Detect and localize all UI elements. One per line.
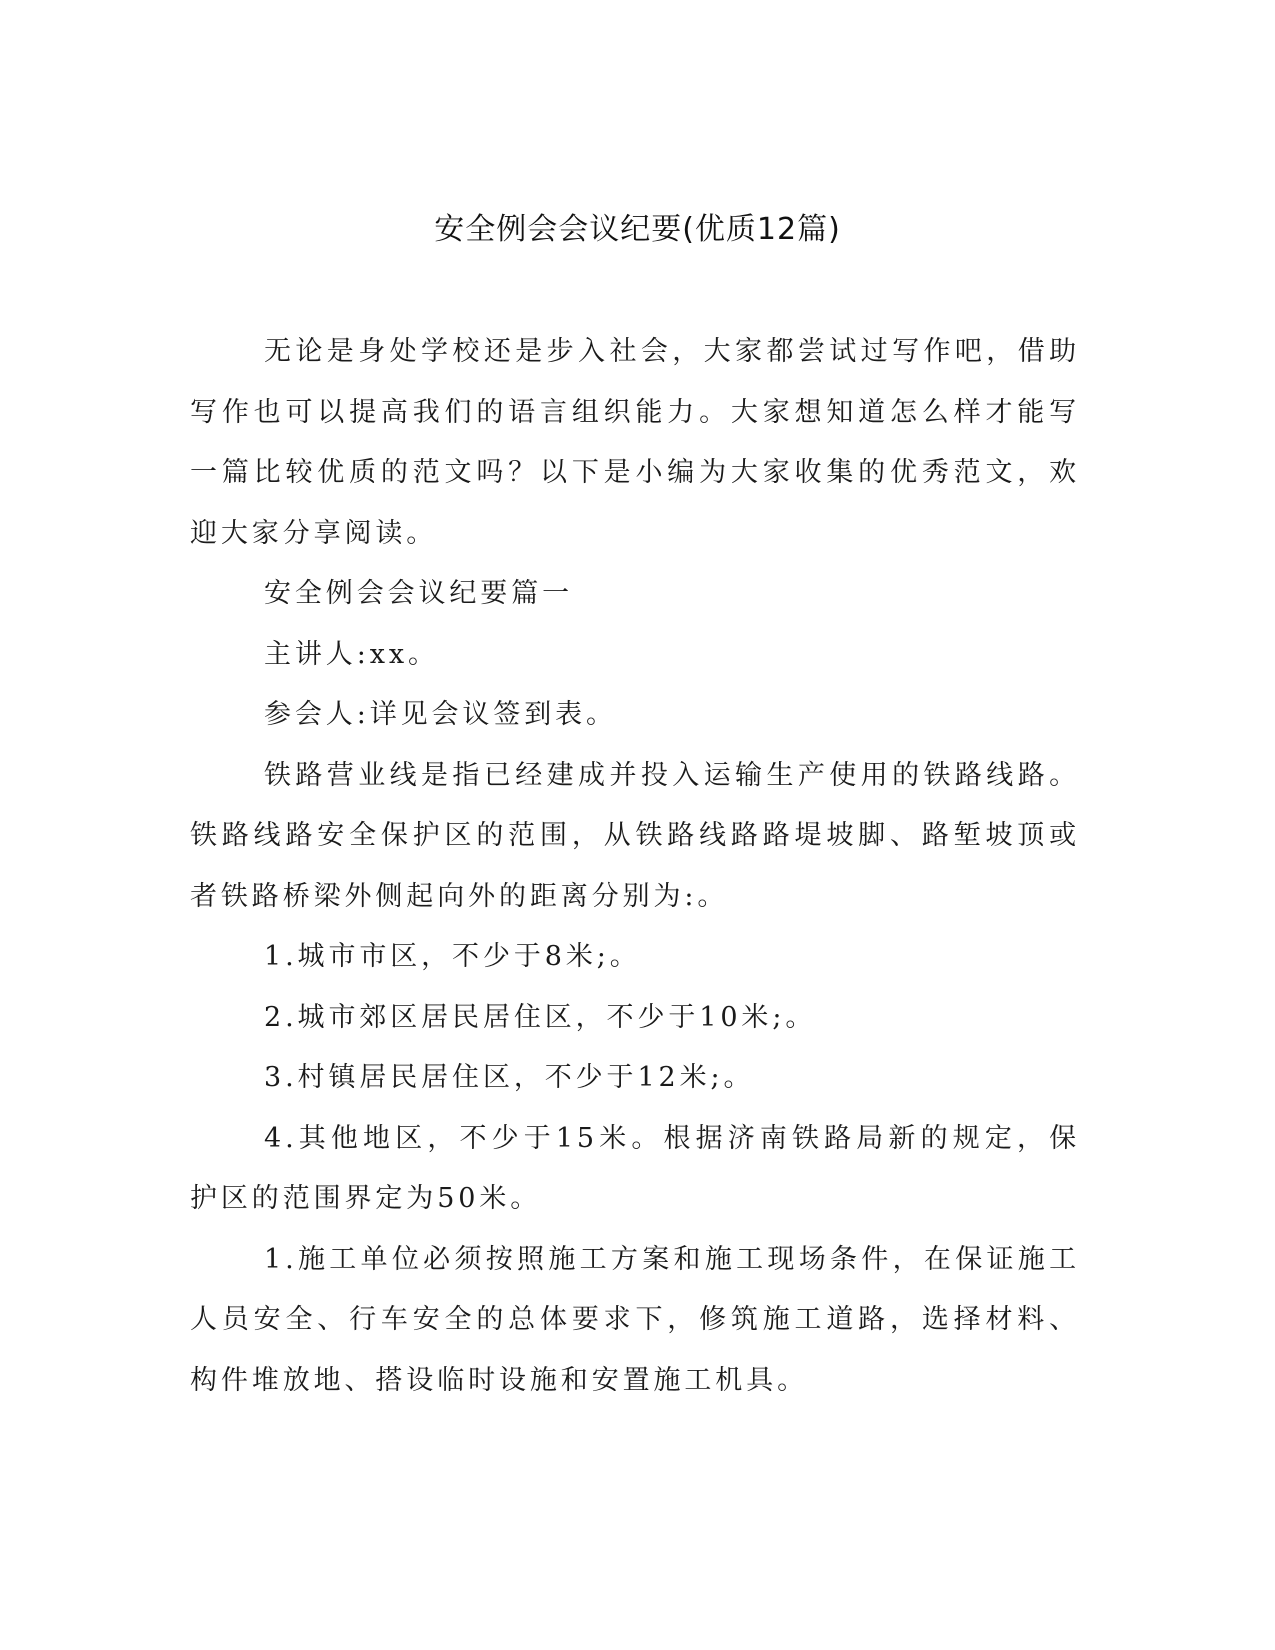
document-title: 安全例会会议纪要(优质12篇)	[434, 212, 841, 247]
body-paragraph: 铁路营业线是指已经建成并投入运输生产使用的铁路线路。铁路线路安全保护区的范围，从铁路线路路堤坡脚、路堑坡顶或者铁路桥梁外侧起向外的距离分别为:。	[190, 759, 1080, 912]
list-item: 1.施工单位必须按照施工方案和施工现场条件，在保证施工人员安全、行车安全的总体要求下，修筑施工道路，选择材料、构件堆放地、搭设临时设施和安置施工机具。	[190, 1243, 1080, 1396]
list-item: 1.城市市区，不少于8米;。	[264, 941, 641, 972]
list-item: 4.其他地区，不少于15米。根据济南铁路局新的规定，保护区的范围界定为50米。	[190, 1122, 1080, 1214]
speaker-line: 主讲人:xx。	[264, 638, 439, 670]
list-item: 2.城市郊区居民居住区，不少于10米;。	[264, 1001, 817, 1033]
document-body	[190, 322, 1080, 1411]
section-heading: 安全例会会议纪要篇一	[264, 578, 573, 609]
attendees-line: 参会人:详见会议签到表。	[264, 699, 617, 730]
list-item: 3.村镇居民居住区，不少于12米;。	[264, 1062, 755, 1093]
intro-paragraph: 无论是身处学校还是步入社会，大家都尝试过写作吧，借助写作也可以提高我们的语言组织能力。大家想知道怎么样才能写一篇比较优质的范文吗？以下是小编为大家收集的优秀范文，欢迎大家分享阅读。	[190, 336, 1080, 549]
